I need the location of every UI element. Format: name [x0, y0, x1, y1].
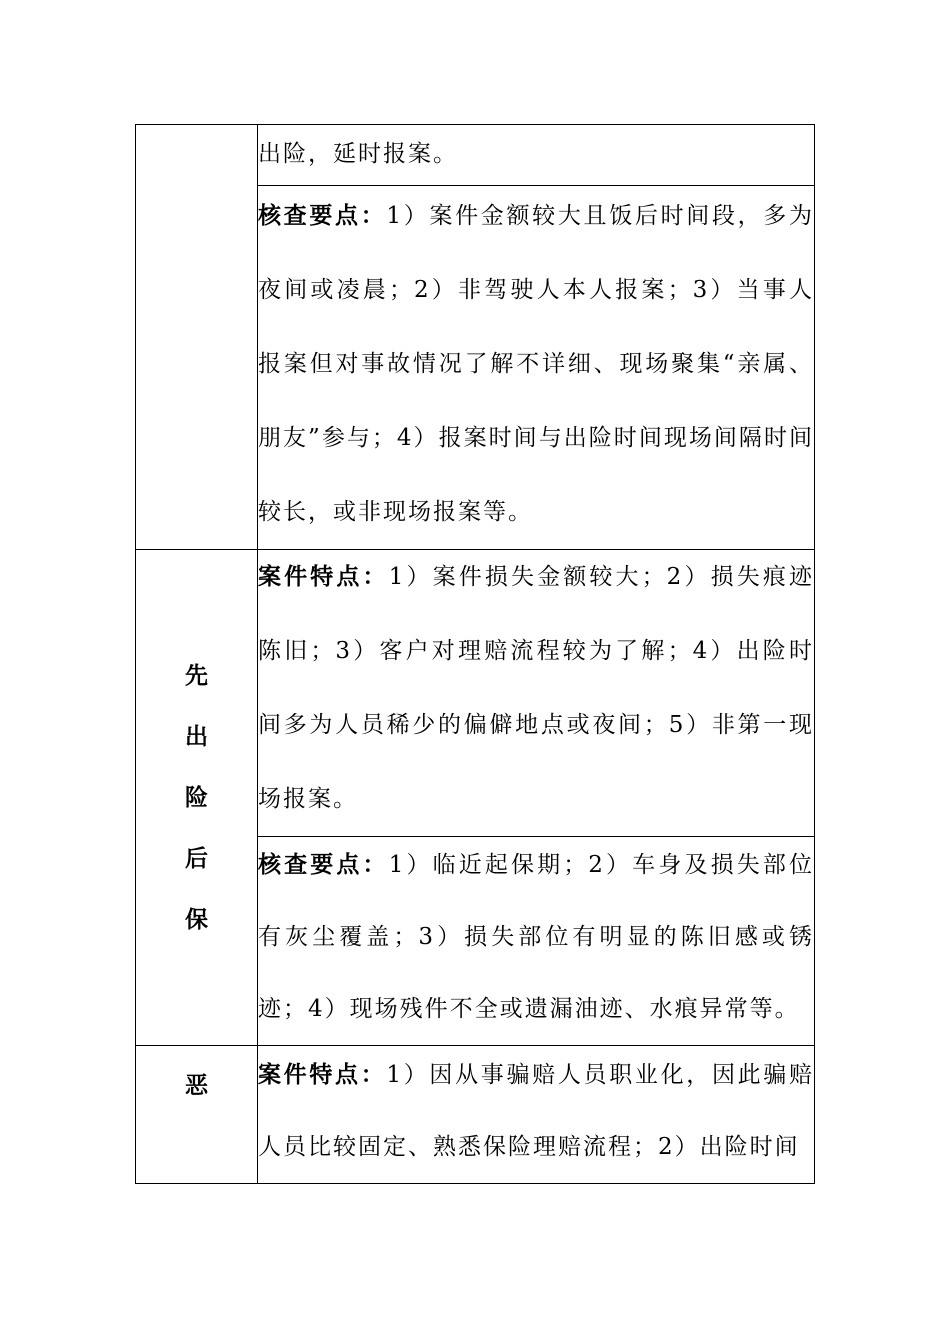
case-features-text: 1）案件损失金额较大；2）损失痕迹陈旧；3）客户对理赔流程较为了解；4）出险时间多为人员稀少的偏僻地点或夜间；5）非第一现场报案。 — [258, 564, 814, 812]
category-cell — [136, 550, 258, 1046]
category-cell-empty — [136, 125, 258, 550]
content-cell — [258, 837, 815, 1046]
category-cell — [136, 1046, 258, 1184]
continued-text: 出险，延时报案。 — [258, 141, 458, 167]
case-features-label: 案件特点： — [258, 563, 389, 590]
table-row — [136, 125, 815, 186]
content-cell — [258, 1046, 815, 1184]
case-features-paragraph — [258, 540, 814, 836]
category-char: 保 — [185, 906, 208, 933]
case-features-paragraph — [258, 1039, 814, 1183]
content-cell — [258, 550, 815, 837]
category-label: 恶 — [185, 1072, 208, 1099]
case-features-label: 案件特点： — [258, 1061, 387, 1088]
category-char: 后 — [185, 845, 208, 872]
category-char: 先 — [185, 662, 208, 689]
table-row — [136, 550, 815, 837]
check-points-text: 1）临近起保期；2）车身及损失部位有灰尘覆盖；3）损失部位有明显的陈旧感或锈迹；4）现场残件不全或遗漏油迹、水痕异常等。 — [258, 852, 814, 1022]
content-cell — [258, 186, 815, 550]
check-points-label: 核查要点： — [258, 202, 387, 229]
category-vertical-label — [136, 645, 257, 950]
content-cell — [258, 125, 815, 186]
check-points-paragraph — [258, 179, 814, 549]
fraud-case-table — [135, 124, 815, 1184]
category-char: 出 — [185, 723, 208, 750]
category-char: 险 — [185, 784, 208, 811]
check-points-paragraph — [258, 829, 814, 1045]
check-points-text: 1）案件金额较大且饭后时间段，多为夜间或凌晨；2）非驾驶人本人报案；3）当事人报案但对事故情况了解不详细、现场聚集“亲属、朋友”参与；4）报案时间与出险时间现场间隔时间较长，或非现场报案等。 — [258, 203, 814, 525]
check-points-label: 核查要点： — [258, 851, 389, 878]
case-features-text: 1）因从事骗赔人员职业化，因此骗赔人员比较固定、熟悉保险理赔流程；2）出险时间 — [258, 1062, 814, 1160]
table-row — [136, 1046, 815, 1184]
